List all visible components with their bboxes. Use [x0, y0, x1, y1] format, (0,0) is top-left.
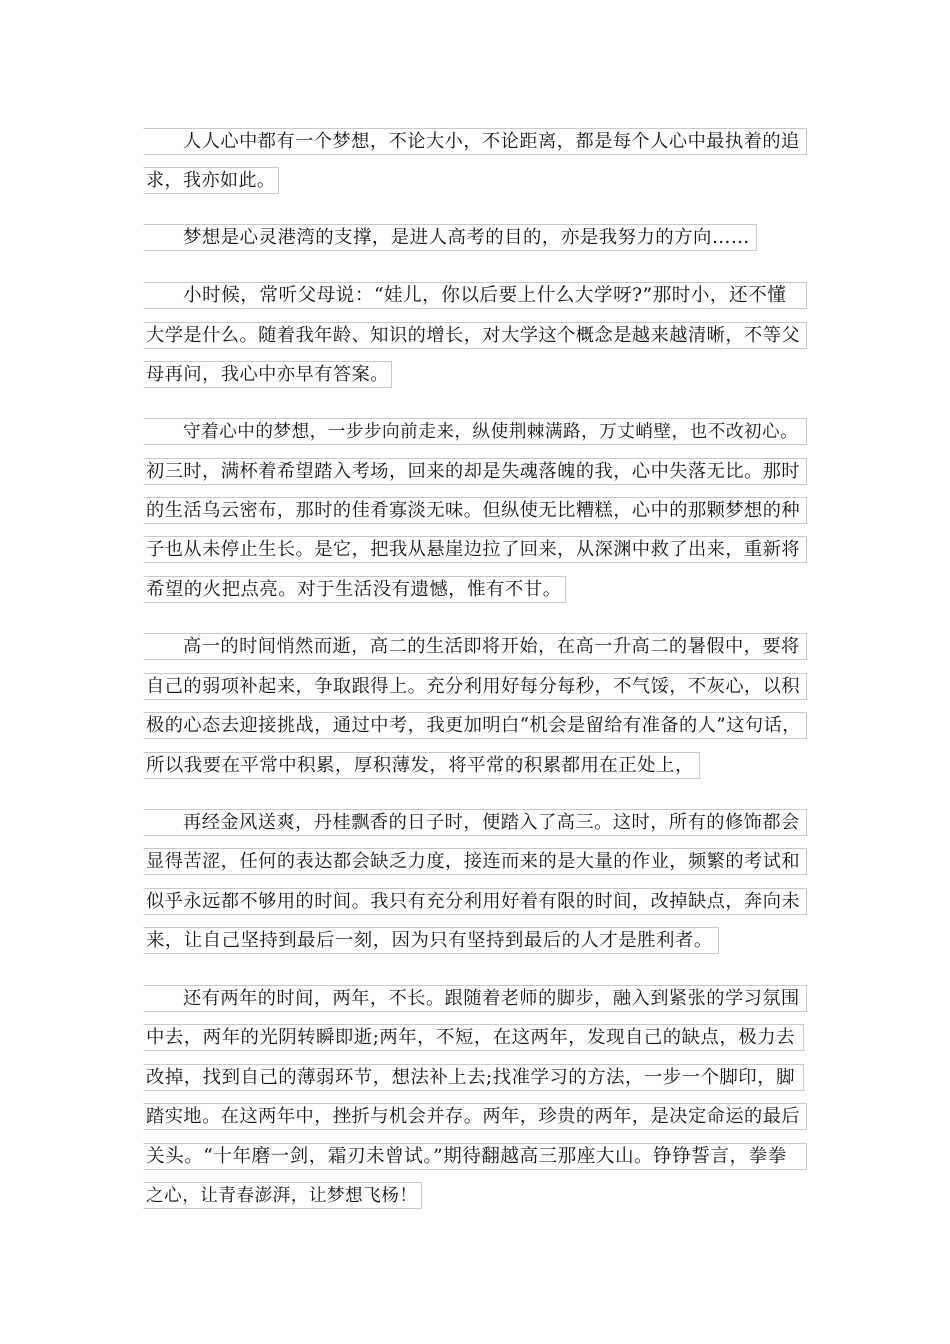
line-text: 似乎永远都不够用的时间。我只有充分利用好着有限的时间，改掉缺点，奔向未 — [146, 891, 801, 912]
paragraph-line — [143, 888, 807, 915]
paragraph-line — [143, 224, 757, 251]
paragraph-line — [143, 927, 719, 954]
line-text: 母再问，我心中亦早有答案。 — [146, 364, 389, 385]
line-text: 求，我亦如此。 — [146, 170, 276, 191]
line-text: 改掉，找到自己的薄弱环节，想法补上去;找准学习的方法，一步一个脚印，脚 — [146, 1067, 795, 1088]
paragraph-line — [143, 361, 392, 388]
paragraph-line — [143, 576, 566, 603]
paragraph-line — [143, 809, 807, 836]
paragraph-line — [143, 322, 807, 349]
line-text: 子也从未停止生长。是它，把我从悬崖边拉了回来，从深渊中救了出来，重新将 — [146, 539, 801, 560]
paragraph-line — [143, 167, 279, 194]
paragraph-line — [143, 1103, 807, 1130]
line-text: 之心，让青春澎湃，让梦想飞杨！ — [146, 1186, 418, 1206]
paragraph-line — [143, 752, 700, 779]
line-text: 梦想是心灵港湾的支撑，是进人高考的目的，亦是我努力的方向…… — [183, 227, 750, 248]
paragraph-line — [143, 418, 807, 445]
line-text: 希望的火把点亮。对于生活没有遗憾，惟有不甘。 — [146, 579, 562, 600]
line-text: 再经金风送爽，丹桂飘香的日子时，便踏入了高三。这时，所有的修饰都会 — [183, 812, 800, 833]
line-text: 踏实地。在这两年中，挫折与机会并存。两年，珍贵的两年，是决定命运的最后 — [146, 1106, 801, 1127]
line-text: 初三时，满杯着希望踏入考场，回来的却是失魂落魄的我，心中失落无比。那时 — [146, 461, 801, 482]
paragraph-line — [143, 536, 807, 563]
paragraph-line — [143, 673, 807, 700]
paragraph-line — [143, 633, 807, 660]
paragraph-line — [143, 1064, 804, 1091]
paragraph-line — [143, 985, 807, 1012]
line-text: 大学是什么。随着我年龄、知识的增长，对大学这个概念是越来越清晰，不等父 — [146, 325, 801, 346]
paragraph-line — [143, 458, 807, 485]
line-text: 守着心中的梦想，一步步向前走来，纵使荆棘满路，万丈峭壁，也不改初心。 — [183, 422, 799, 442]
paragraph-line — [143, 128, 807, 155]
line-text: 高一的时间悄然而逝，高二的生活即将开始，在高一升高二的暑假中，要将 — [183, 636, 800, 657]
paragraph-line — [143, 497, 807, 524]
line-text: 所以我要在平常中积累，厚积薄发，将平常的积累都用在正处上， — [146, 755, 694, 776]
line-text: 小时候，常听父母说：“娃儿，你以后要上什么大学呀?”那时小，还不懂 — [183, 285, 787, 306]
line-text: 来，让自己坚持到最后一刻，因为只有坚持到最后的人才是胜利者。 — [146, 930, 713, 951]
paragraph-line — [143, 1182, 422, 1209]
paragraph-line — [143, 1024, 804, 1051]
line-text: 极的心态去迎接挑战，通过中考，我更加明白“机会是留给有准备的人”这句话， — [146, 715, 801, 736]
line-text: 人人心中都有一个梦想，不论大小，不论距离，都是每个人心中最执着的追 — [183, 131, 800, 152]
paragraph-line — [143, 712, 807, 739]
paragraph-line — [143, 1143, 807, 1170]
line-text: 中去，两年的光阴转瞬即逝;两年，不短，在这两年，发现自己的缺点，极力去 — [146, 1027, 795, 1048]
line-text: 的生活乌云密布，那时的佳肴寡淡无味。但纵使无比糟糕，心中的那颗梦想的种 — [146, 500, 801, 521]
line-text: 还有两年的时间，两年，不长。跟随着老师的脚步，融入到紧张的学习氛围 — [183, 988, 800, 1009]
line-text: 显得苦涩，任何的表达都会缺乏力度，接连而来的是大量的作业，频繁的考试和 — [146, 851, 801, 872]
paragraph-line — [143, 282, 807, 309]
line-text: 关头。“十年磨一剑，霜刃未曾试。”期待翻越高三那座大山。铮铮誓言，拳拳 — [146, 1146, 787, 1167]
line-text: 自己的弱项补起来，争取跟得上。充分利用好每分每秒，不气馁，不灰心，以积 — [146, 676, 801, 697]
paragraph-line — [143, 848, 807, 875]
